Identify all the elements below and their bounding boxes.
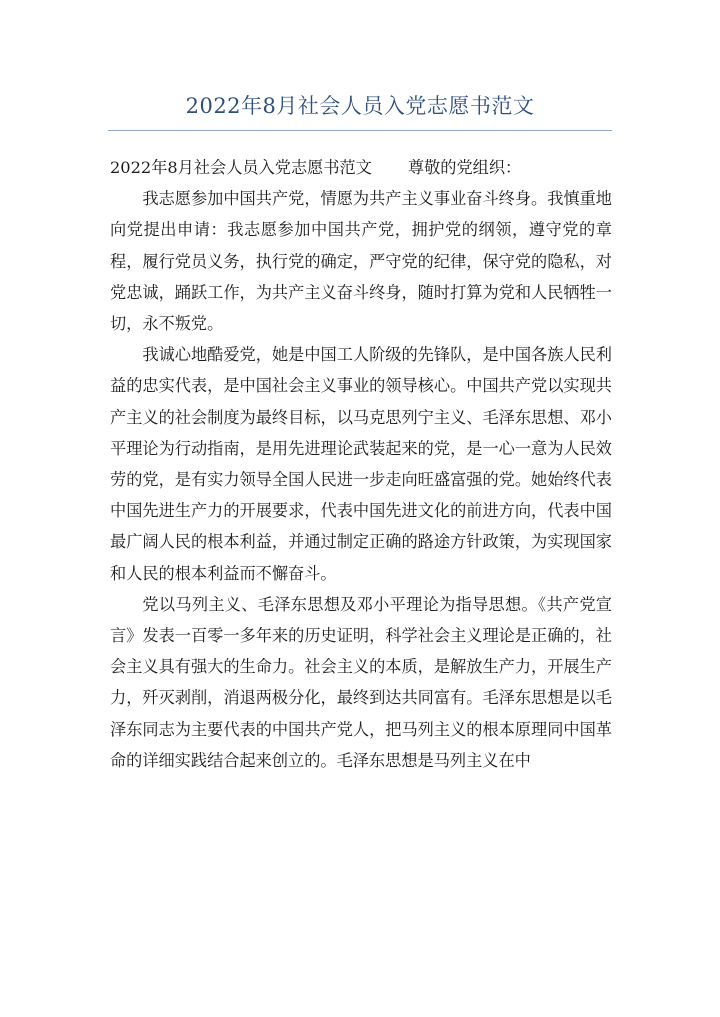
paragraph-1: 我志愿参加中国共产党，情愿为共产主义事业奋斗终身。我慎重地向党提出申请：我志愿参加中国共产党，拥护党的纲领，遵守党的章程，履行党员义务，执行党的确定，严守党的纪律，保守党的隐私，对党忠诚，踊跃工作，为共产主义奋斗终身，随时打算为党和人民牺牲一切，永不叛党。 [110,189,612,334]
opening-title-reference: 2022年8月社会人员入党志愿书范文 [110,158,372,177]
document-body [110,152,612,776]
opening-line [110,152,612,183]
document-title: 2022年8月社会人员入党志愿书范文 [185,94,535,118]
title-divider [108,130,612,131]
paragraph-3: 党以马列主义、毛泽东思想及邓小平理论为指导思想。《共产党宣言》发表一百零一多年来的历史证明，科学社会主义理论是正确的，社会主义具有强大的生命力。社会主义的本质，是解放生产力，开展生产力，歼灭剥削，消退两极分化，最终到达共同富有。毛泽东思想是以毛泽东同志为主要代表的中国共产党人，把马列主义的根本原理同中国革命的详细实践结合起来创立的。毛泽东思想是马列主义在中 [110,594,612,770]
paragraph-2: 我诚心地酷爱党，她是中国工人阶级的先锋队，是中国各族人民利益的忠实代表，是中国社会主义事业的领导核心。中国共产党以实现共产主义的社会制度为最终目标，以马克思列宁主义、毛泽东思想、邓小平理论为行动指南，是用先进理论武装起来的党，是一心一意为人民效劳的党，是有实力领导全国人民进一步走向旺盛富强的党。她始终代表中国先进生产力的开展要求，代表中国先进文化的前进方向，代表中国最广阔人民的根本利益，并通过制定正确的路途方针政策，为实现国家和人民的根本利益而不懈奋斗。 [110,345,612,583]
salutation: 尊敬的党组织： [407,158,522,177]
